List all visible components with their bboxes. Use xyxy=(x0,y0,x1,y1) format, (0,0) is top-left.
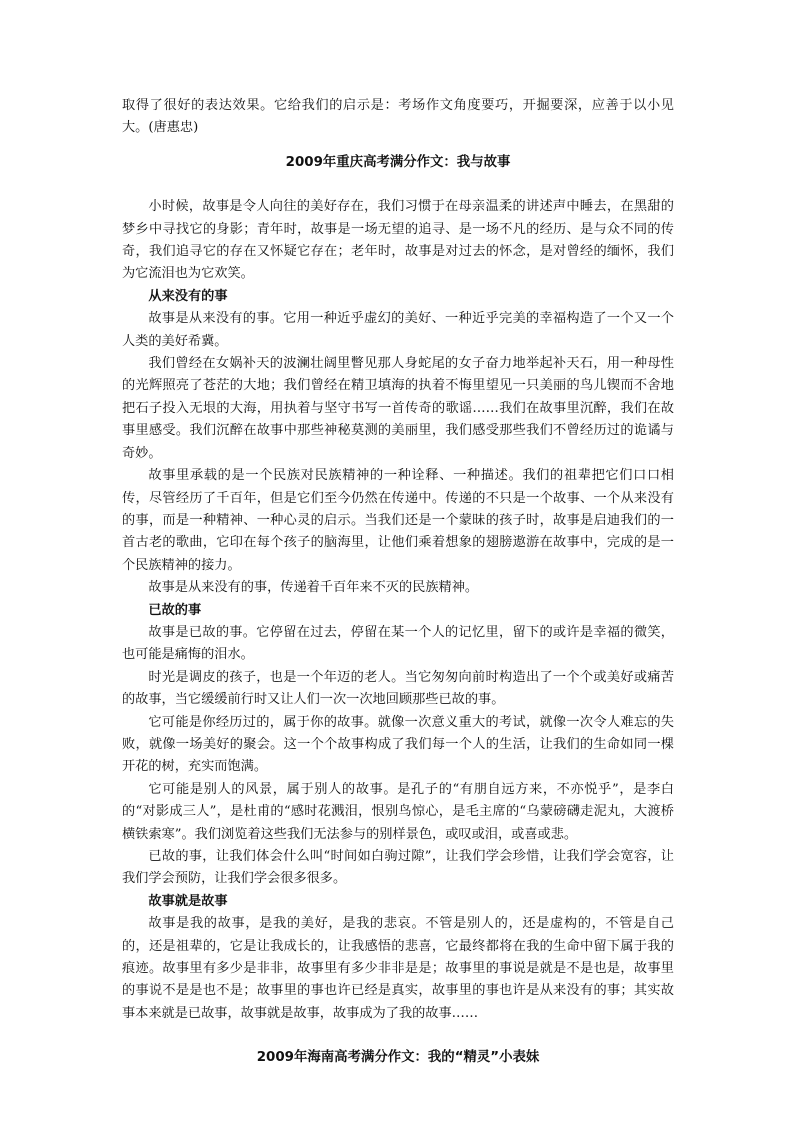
body-paragraph: 它可能是你经历过的，属于你的故事。就像一次意义重大的考试，就像一次令人难忘的失败，就像一场美好的聚会。这一个个故事构成了我们每一个人的生活，让我们的生命如同一棵开花的树，充实而饱满。 xyxy=(122,714,674,775)
essay-opening-paragraph: 小时候，故事是令人向往的美好存在，我们习惯于在母亲温柔的讲述声中睡去，在黑甜的梦乡中寻找它的身影；青年时，故事是一场无望的追寻、是一场不凡的经历、是与众不同的传奇，我们追寻它的存在又怀疑它存在；老年时，故事是对过去的怀念，是对曾经的缅怀，我们为它流泪也为它欢笑。 xyxy=(122,199,674,282)
body-paragraph: 故事是从来没有的事，传递着千百年来不灭的民族精神。 xyxy=(148,580,479,596)
intro-paragraph: 取得了很好的表达效果。它给我们的启示是：考场作文角度要巧，开掘要深，应善于以小见大。(唐惠忠) xyxy=(122,98,674,136)
essay-title: 2009年重庆高考满分作文：我与故事 xyxy=(285,154,511,170)
section-heading: 从来没有的事 xyxy=(148,288,228,304)
body-paragraph: 时光是调皮的孩子，也是一个年迈的老人。当它匆匆向前时构造出了一个个或美好或痛苦的故事，当它缓缓前行时又让人们一次一次地回顾那些已故的事。 xyxy=(122,669,674,708)
body-paragraph: 它可能是别人的风景，属于别人的故事。是孔子的“有朋自远方来，不亦悦乎”，是李白的“对影成三人”，是杜甫的“感时花溅泪，恨别鸟惊心，是毛主席的“乌蒙磅礴走泥丸，大渡桥横铁索寒”。我们浏览着这些我们无法参与的别样景色，或叹或泪，或喜或悲。 xyxy=(122,781,674,842)
section-heading: 故事就是故事 xyxy=(148,893,228,909)
body-paragraph: 故事是从来没有的事。它用一种近乎虚幻的美好、一种近乎完美的幸福构造了一个又一个人类的美好希冀。 xyxy=(122,311,674,349)
body-paragraph: 已故的事，让我们体会什么叫“时间如白驹过隙”，让我们学会珍惜，让我们学会宽容，让我们学会预防，让我们学会很多很多。 xyxy=(122,849,674,887)
next-essay-title: 2009年海南高考满分作文：我的“精灵”小表妹 xyxy=(256,1050,540,1066)
body-paragraph: 故事是我的故事，是我的美好，是我的悲哀。不管是别人的，还是虚构的，不管是自己的，还是祖辈的，它是让我成长的，让我感悟的悲喜，它最终都将在我的生命中留下属于我的痕迹。故事里有多少是非非，故事里有多少非非是是；故事里的事说是就是不是也是，故事里的事说不是是也不是；故事里的事也许已经是真实，故事里的事也许是从来没有的事；其实故事本来就是已故事，故事就是故事，故事成为了我的故事…… xyxy=(122,916,674,1021)
body-paragraph: 故事里承载的是一个民族对民族精神的一种诠释、一种描述。我们的祖辈把它们口口相传，尽管经历了千百年，但是它们至今仍然在传递中。传递的不只是一个故事、一个从来没有的事，而是一种精神、一种心灵的启示。当我们还是一个蒙昧的孩子时，故事是启迪我们的一首古老的歌曲，它印在每个孩子的脑海里，让他们乘着想象的翅膀遨游在故事中，完成的是一个民族精神的接力。 xyxy=(122,468,674,573)
document-page xyxy=(122,95,674,1070)
body-paragraph: 故事是已故的事。它停留在过去，停留在某一个人的记忆里，留下的或许是幸福的微笑，也可能是痛悔的泪水。 xyxy=(122,624,674,663)
section-heading: 已故的事 xyxy=(148,602,202,618)
body-paragraph: 我们曾经在女娲补天的波澜壮阔里瞥见那人身蛇尾的女子奋力地举起补天石，用一种母性的光辉照亮了苍茫的大地；我们曾经在精卫填海的执着不悔里望见一只美丽的鸟儿锲而不舍地把石子投入无垠的大海，用执着与坚守书写一首传奇的歌谣……我们在故事里沉醉，我们在故事里感受。我们沉醉在故事中那些神秘莫测的美丽里，我们感受那些我们不曾经历过的诡谲与奇妙。 xyxy=(122,356,674,461)
